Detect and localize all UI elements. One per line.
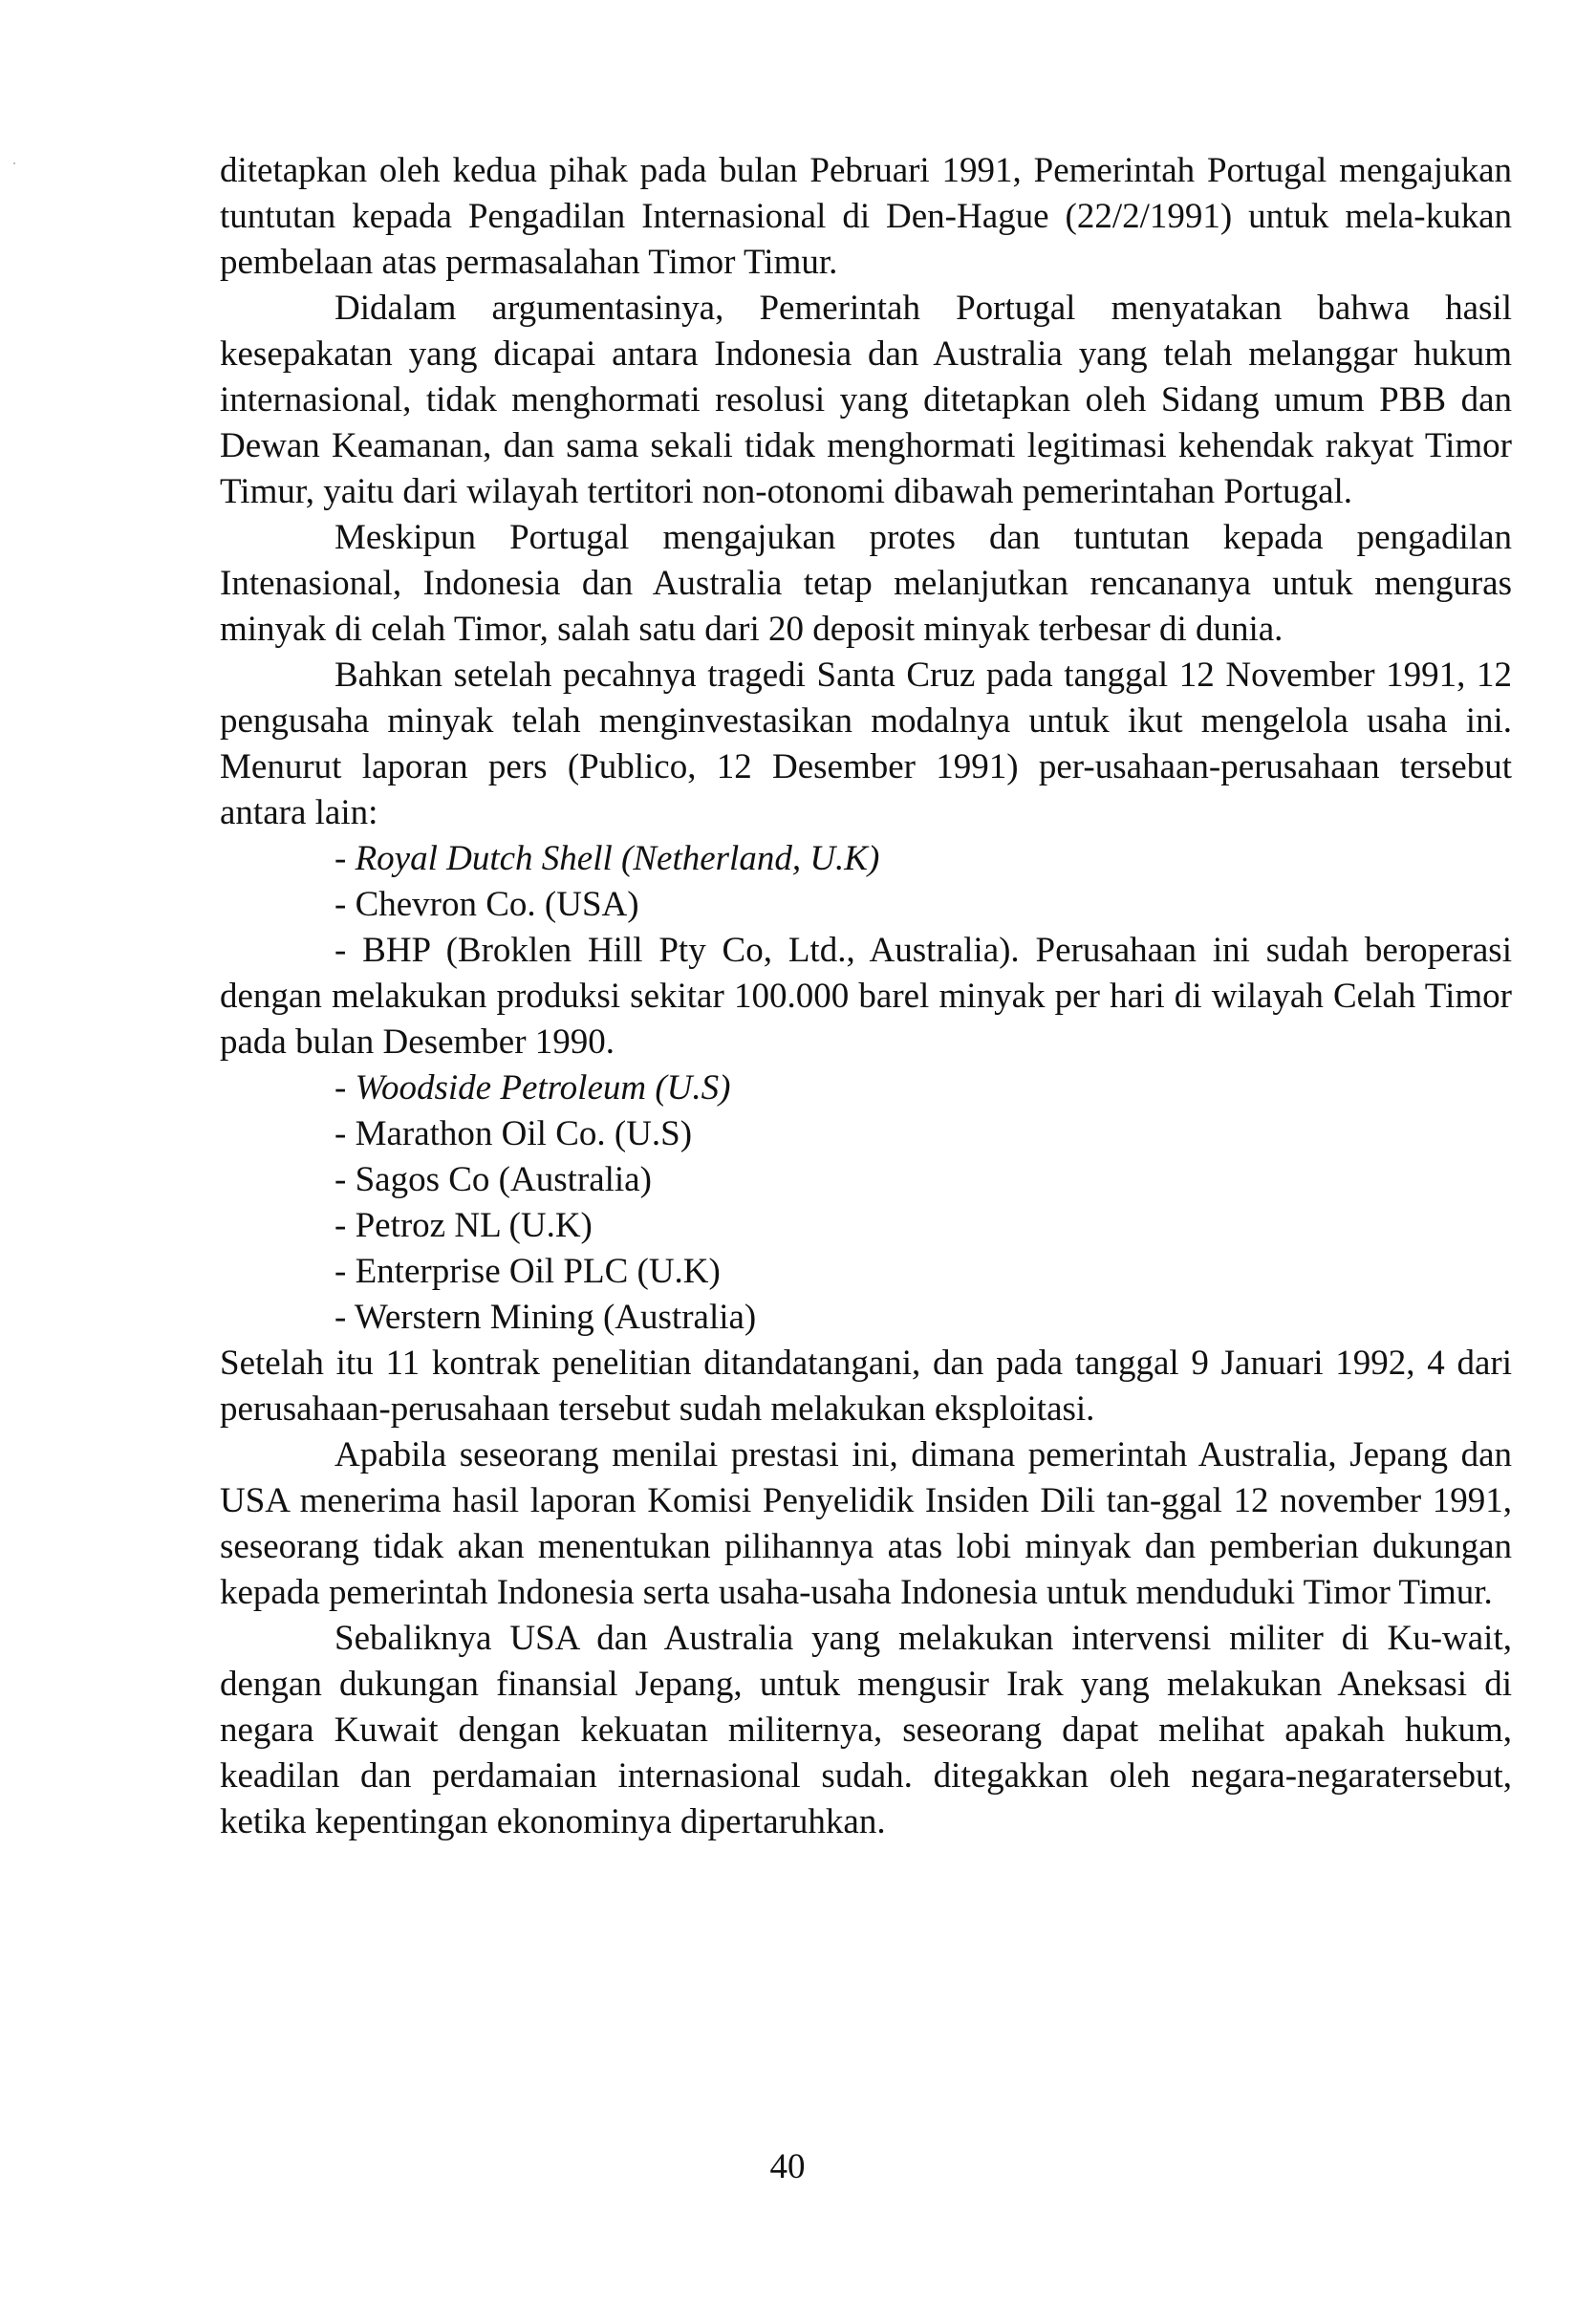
paragraph-5: Setelah itu 11 kontrak penelitian ditandatangani, dan pada tanggal 9 Januari 1992, 4 dari perusahaan-perusahaan tersebut sudah melakukan eksploitasi. — [220, 1344, 1512, 1429]
paragraph-1: ditetapkan oleh kedua pihak pada bulan Pebruari 1991, Pemerintah Portugal mengajukan tuntutan kepada Pengadilan Internasional di Den-Hague (22/2/1991) untuk mela-kukan pembelaan atas permasalahan Timor Timur. — [220, 151, 1512, 282]
paragraph-6: Apabila seseorang menilai prestasi ini, dimana pemerintah Australia, Jepang dan USA menerima hasil laporan Komisi Penyelidik Insiden Dili tan-ggal 12 november 1991, seseorang tidak akan menentukan pilihannya atas lobi minyak dan pemberian dukungan kepada pemerintah Indonesia serta usaha-usaha Indonesia untuk menduduki Timor Timur. — [220, 1435, 1512, 1612]
list-item: - Werstern Mining (Australia) — [334, 1298, 757, 1337]
paragraph-4: Bahkan setelah pecahnya tragedi Santa Cruz pada tanggal 12 November 1991, 12 pengusaha minyak telah menginvestasikan modalnya untuk ikut mengelola usaha ini. Menurut laporan pers (Publico, 12 Desember 1991) per-usahaan-perusahaan tersebut antara lain: — [220, 656, 1512, 832]
scan-speck — [13, 162, 15, 164]
list-item: - Chevron Co. (USA) — [334, 885, 639, 924]
list-item: - Woodside Petroleum (U.S) — [334, 1068, 731, 1108]
paragraph-3: Meskipun Portugal mengajukan protes dan tuntutan kepada pengadilan Intenasional, Indonesia dan Australia tetap melanjutkan rencananya untuk menguras minyak di celah Timor, salah satu dari 20 deposit minyak terbesar di dunia. — [220, 518, 1512, 649]
list-item: - Marathon Oil Co. (U.S) — [334, 1114, 693, 1153]
list-item: - BHP (Broklen Hill Pty Co, Ltd., Australia). Perusahaan ini sudah beroperasi dengan melakukan produksi sekitar 100.000 barel minyak per hari di wilayah Celah Timor pada bulan Desember 1990. — [220, 931, 1512, 1062]
list-item: - Royal Dutch Shell (Netherland, U.K) — [334, 839, 880, 878]
company-list — [220, 836, 1512, 1341]
page-number: 40 — [769, 2147, 806, 2186]
list-item: - Petroz NL (U.K) — [334, 1206, 593, 1245]
list-item: - Sagos Co (Australia) — [334, 1160, 652, 1199]
document-page — [220, 148, 1512, 1845]
paragraph-2: Didalam argumentasinya, Pemerintah Portugal menyatakan bahwa hasil kesepakatan yang dicapai antara Indonesia dan Australia yang telah melanggar hukum internasional, tidak menghormati resolusi yang ditetapkan oleh Sidang umum PBB dan Dewan Keamanan, dan sama sekali tidak menghormati legitimasi kehendak rakyat Timor Timur, yaitu dari wilayah tertitori non-otonomi dibawah pemerintahan Portugal. — [220, 289, 1512, 511]
list-item: - Enterprise Oil PLC (U.K) — [334, 1252, 721, 1291]
paragraph-7: Sebaliknya USA dan Australia yang melakukan intervensi militer di Ku-wait, dengan dukungan finansial Jepang, untuk mengusir Irak yang melakukan Aneksasi di negara Kuwait dengan kekuatan militernya, seseorang dapat melihat apakah hukum, keadilan dan perdamaian internasional sudah. ditegakkan oleh negara-negaratersebut, ketika kepentingan ekonominya dipertaruhkan. — [220, 1619, 1512, 1841]
